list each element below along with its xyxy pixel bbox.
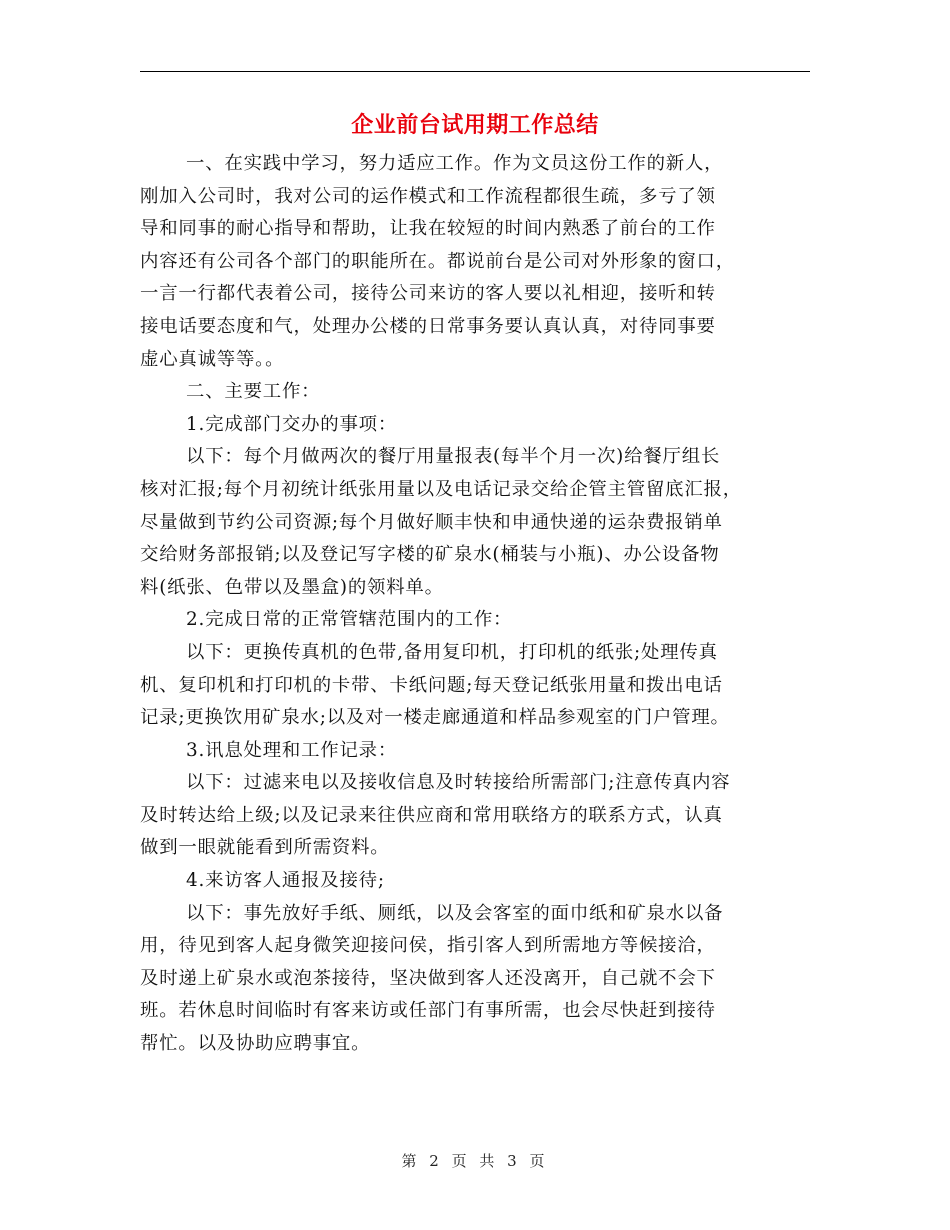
paragraph-line: 记录;更换饮用矿泉水;以及对一楼走廊通道和样品参观室的门户管理。 [140, 707, 730, 729]
paragraph-line: 3.讯息处理和工作记录： [186, 739, 398, 761]
page-footer: 第 2 页 共 3 页 [401, 1152, 549, 1170]
paragraph-line: 1.完成部门交办的事项： [186, 413, 398, 435]
paragraph-line: 接电话要态度和气，处理办公楼的日常事务要认真认真，对待同事要 [140, 315, 716, 337]
paragraph-line: 一言一行都代表着公司，接待公司来访的客人要以礼相迎，接听和转 [140, 283, 716, 305]
paragraph-line: 尽量做到节约公司资源;每个月做好顺丰快和申通快递的运杂费报销单 [140, 511, 723, 533]
paragraph-line: 交给财务部报销;以及登记写字楼的矿泉水(桶装与小瓶)、办公设备物 [140, 544, 720, 566]
paragraph-line: 导和同事的耐心指导和帮助，让我在较短的时间内熟悉了前台的工作 [140, 218, 716, 240]
paragraph-line: 二、主要工作： [186, 381, 321, 403]
paragraph-line: 帮忙。以及协助应聘事宜。 [140, 1033, 371, 1055]
paragraph-line: 一、在实践中学习，努力适应工作。作为文员这份工作的新人， [186, 153, 724, 174]
paragraph-line: 内容还有公司各个部门的职能所在。都说前台是公司对外形象的窗口， [140, 250, 735, 272]
paragraph-line: 班。若休息时间临时有客来访或任部门有事所需，也会尽快赶到接待 [140, 1000, 716, 1022]
paragraph-line: 料(纸张、色带以及墨盒)的领料单。 [140, 576, 444, 598]
document-body [140, 148, 810, 1061]
paragraph-line: 2.完成日常的正常管辖范围内的工作： [186, 609, 513, 631]
paragraph-line: 以下：每个月做两次的餐厅用量报表(每半个月一次)给餐厅组长 [186, 446, 721, 468]
paragraph-line: 机、复印机和打印机的卡带、卡纸问题;每天登记纸张用量和拨出电话 [140, 674, 723, 696]
paragraph-line: 刚加入公司时，我对公司的运作模式和工作流程都很生疏，多亏了领 [140, 185, 716, 207]
paragraph-line: 核对汇报;每个月初统计纸张用量以及电话记录交给企管主管留底汇报， [140, 478, 742, 500]
header-rule [140, 71, 810, 72]
document-title: 企业前台试用期工作总结 [351, 113, 599, 138]
paragraph-line: 4.来访客人通报及接待; [186, 870, 385, 892]
paragraph-line: 虚心真诚等等。。 [140, 348, 285, 370]
paragraph-line: 用，待见到客人起身微笑迎接问侯，指引客人到所需地方等候接洽， [140, 935, 716, 957]
paragraph-line: 以下：更换传真机的色带,备用复印机，打印机的纸张;处理传真 [186, 641, 718, 663]
paragraph-line: 以下：过滤来电以及接收信息及时转接给所需部门;注意传真内容 [186, 772, 731, 794]
paragraph-line: 以下：事先放好手纸、厕纸，以及会客室的面巾纸和矿泉水以备 [186, 902, 724, 924]
paragraph-line: 及时转达给上级;以及记录来往供应商和常用联络方的联系方式，认真 [140, 804, 723, 826]
paragraph-line: 做到一眼就能看到所需资料。 [140, 837, 390, 859]
paragraph-line: 及时递上矿泉水或泡茶接待，坚决做到客人还没离开，自己就不会下 [140, 967, 716, 989]
